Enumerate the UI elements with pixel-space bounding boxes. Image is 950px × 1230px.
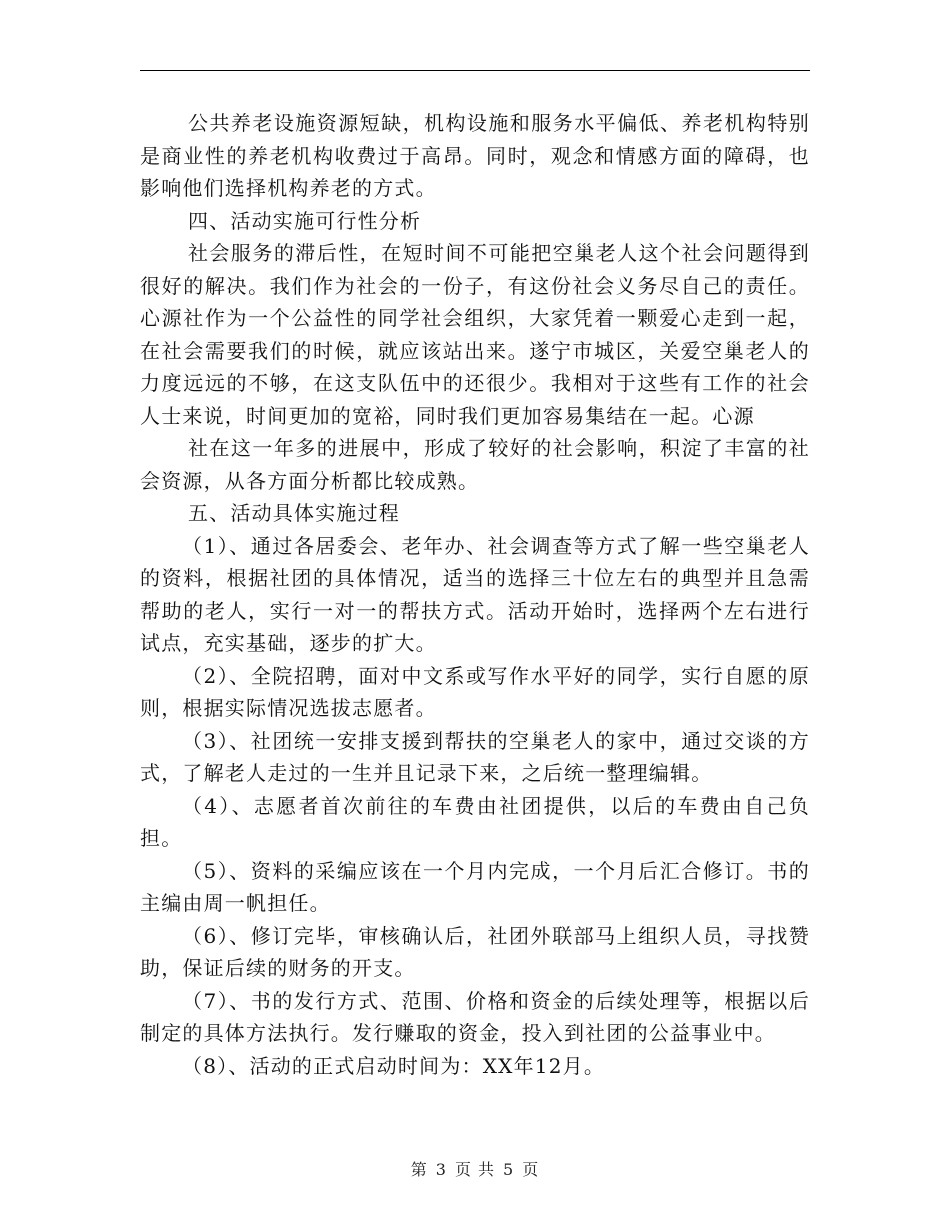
list-item-step-6: （6）、修订完毕，审核确认后，社团外联部马上组织人员，寻找赞助，保证后续的财务的开支。 (140, 923, 810, 980)
section-heading-process: 五、活动具体实施过程 (188, 501, 400, 525)
page-label-suffix: 页 (522, 1160, 540, 1179)
list-item-step-7: （7）、书的发行方式、范围、价格和资金的后续处理等，根据以后制定的具体方法执行。发行赚取的资金，投入到社团的公益事业中。 (140, 988, 810, 1045)
paragraph-feasibility: 社会服务的滞后性，在短时间不可能把空巢老人这个社会问题得到很好的解决。我们作为社会的一份子，有这份社会义务尽自己的责任。心源社作为一个公益性的同学社会组织，大家凭着一颗爱心走到一起，在社会需要我们的时候，就应该站出来。遂宁市城区，关爱空巢老人的力度远远的不够，在这支队伍中的还很少。我相对于这些有工作的社会人士来说，时间更加的宽裕，同时我们更加容易集结在一起。心源 (140, 241, 810, 428)
current-page-number: 3 (435, 1160, 447, 1179)
list-item-step-3: （3）、社团统一安排支援到帮扶的空巢老人的家中，通过交谈的方式，了解老人走过的一生并且记录下来，之后统一整理编辑。 (140, 728, 810, 785)
list-item-step-8: （8）、活动的正式启动时间为：XX年12月。 (182, 1053, 606, 1078)
list-item-step-5: （5）、资料的采编应该在一个月内完成，一个月后汇合修订。书的主编由周一帆担任。 (140, 858, 810, 915)
header-rule (140, 70, 810, 71)
total-pages-number: 5 (503, 1160, 515, 1179)
page-label-prefix: 第 (410, 1160, 428, 1179)
list-item-step-4: （4）、志愿者首次前往的车费由社团提供，以后的车费由自己负担。 (140, 793, 810, 850)
paragraph-facility-shortage: 公共养老设施资源短缺，机构设施和服务水平偏低、养老机构特别是商业性的养老机构收费过于高昂。同时，观念和情感方面的障碍，也影响他们选择机构养老的方式。 (140, 111, 810, 200)
list-item-step-2: （2）、全院招聘，面对中文系或写作水平好的同学，实行自愿的原则，根据实际情况选拔志愿者。 (140, 663, 810, 720)
paragraph-society-resources: 社在这一年多的进展中，形成了较好的社会影响，积淀了丰富的社会资源，从各方面分析都比较成熟。 (140, 436, 810, 493)
section-heading-feasibility: 四、活动实施可行性分析 (188, 208, 422, 233)
page-label-mid: 页 共 (454, 1160, 496, 1179)
list-item-step-1: （1）、通过各居委会、老年办、社会调查等方式了解一些空巢老人的资料，根据社团的具体情况，适当的选择三十位左右的典型并且急需帮助的老人，实行一对一的帮扶方式。活动开始时，选择两个左右进行试点，充实基础，逐步的扩大。 (140, 533, 810, 655)
document-body (140, 107, 810, 1082)
page-footer (0, 1157, 950, 1180)
